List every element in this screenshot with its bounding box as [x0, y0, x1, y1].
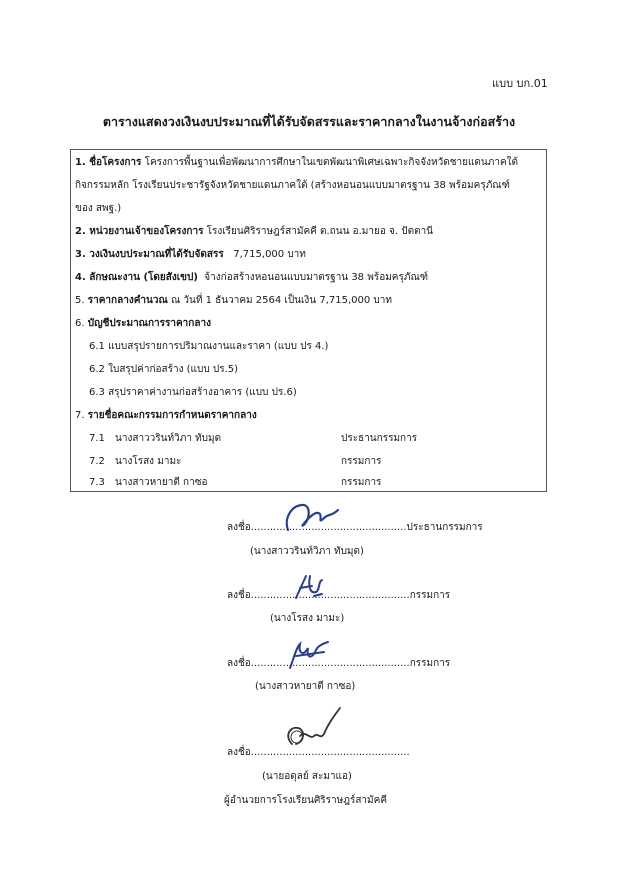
section-1-text-1: โครงการพื้นฐานเพื่อพัฒนาการศึกษาในเขตพัฒนาพิเศษเฉพาะกิจจังหวัดชายแดนภาคใต้: [144, 157, 519, 168]
section-4: [75, 271, 428, 285]
section-6-item-1: 6.1 แบบสรุปรายการปริมาณงานและราคา (แบบ ปร 4.): [89, 341, 329, 352]
section-4-text: จ้างก่อสร้างหอนอนแบบมาตรฐาน 38 พร้อมครุภัณฑ์: [204, 272, 429, 283]
member-name: นางโรสง มามะ: [115, 456, 182, 467]
section-3-text: 7,715,000 บาท: [233, 249, 306, 260]
section-5-prefix: 5.: [75, 295, 85, 306]
page-title: ตารางแสดงวงเงินงบประมาณที่ได้รับจัดสรรและราคากลางในงานจ้างก่อสร้าง: [102, 114, 516, 129]
member-no: 7.2: [89, 456, 105, 467]
section-6-item-2: 6.2 ใบสรุปค่าก่อสร้าง (แบบ ปร.5): [89, 364, 239, 375]
member-role: กรรมการ: [341, 477, 382, 488]
form-code: แบบ บก.01: [492, 77, 548, 90]
section-2-text: โรงเรียนศิริราษฎร์สามัคคี ต.ถนน อ.มายอ จ. ปัตตานี: [206, 226, 434, 237]
section-5-label: ราคากลางคำนวณ: [87, 295, 168, 306]
signature-1-line: ลงชื่อ.................................................ประธานกรรมการ: [227, 522, 483, 533]
section-1-text-3: ของ สพฐ.): [75, 203, 122, 214]
section-5: [75, 294, 392, 308]
section-3: [75, 248, 306, 262]
signature-4-name: (นายอดุลย์ สะมาแอ): [262, 771, 352, 782]
section-6-label: บัญชีประมาณการราคากลาง: [87, 318, 211, 329]
member-role: ประธานกรรมการ: [341, 433, 418, 444]
section-5-text: ณ วันที่ 1 ธันวาคม 2564 เป็นเงิน 7,715,000 บาท: [170, 295, 392, 306]
section-2-label: 2. หน่วยงานเจ้าของโครงการ: [75, 226, 204, 237]
signature-4-line: ลงชื่อ..................................................: [227, 747, 410, 758]
signature-1-name: (นางสาววรินท์วิภา ทับมุด): [250, 546, 364, 557]
member-name: นางสาววรินท์วิภา ทับมุด: [115, 433, 222, 444]
section-6-item-3: 6.3 สรุปราคาค่างานก่อสร้างอาคาร (แบบ ปร.6): [89, 387, 297, 398]
signature-3-line: ลงชื่อ..................................................กรรมการ: [227, 658, 451, 669]
member-no: 7.3: [89, 477, 105, 488]
member-role: กรรมการ: [341, 456, 382, 467]
section-1-label: 1. ชื่อโครงการ: [75, 157, 142, 168]
signature-2-line: ลงชื่อ..................................................กรรมการ: [227, 590, 451, 601]
section-6: [75, 317, 211, 331]
signature-2-name: (นางโรสง มามะ): [270, 613, 345, 624]
director-position: ผู้อำนวยการโรงเรียนศิริราษฎร์สามัคคี: [224, 795, 388, 806]
section-1-line-1: [75, 156, 518, 170]
member-name: นางสาวหายาตี กาซอ: [115, 477, 208, 488]
section-6-prefix: 6.: [75, 318, 85, 329]
signature-3-name: (นางสาวหายาตี กาซอ): [255, 681, 356, 692]
section-2: [75, 225, 433, 239]
project-info-box: [70, 149, 547, 492]
section-7: [75, 409, 257, 423]
section-7-label: รายชื่อคณะกรรมการกำหนดราคากลาง: [87, 410, 257, 421]
section-1-text-2: กิจกรรมหลัก โรงเรียนประชารัฐจังหวัดชายแดนภาคใต้ (สร้างหอนอนแบบมาตรฐาน 38 พร้อมครุภัณฑ์: [75, 180, 510, 191]
member-no: 7.1: [89, 433, 105, 444]
section-7-prefix: 7.: [75, 410, 85, 421]
section-4-label: 4. ลักษณะงาน (โดยสังเขป): [75, 272, 198, 283]
section-3-label: 3. วงเงินงบประมาณที่ได้รับจัดสรร: [75, 249, 224, 260]
